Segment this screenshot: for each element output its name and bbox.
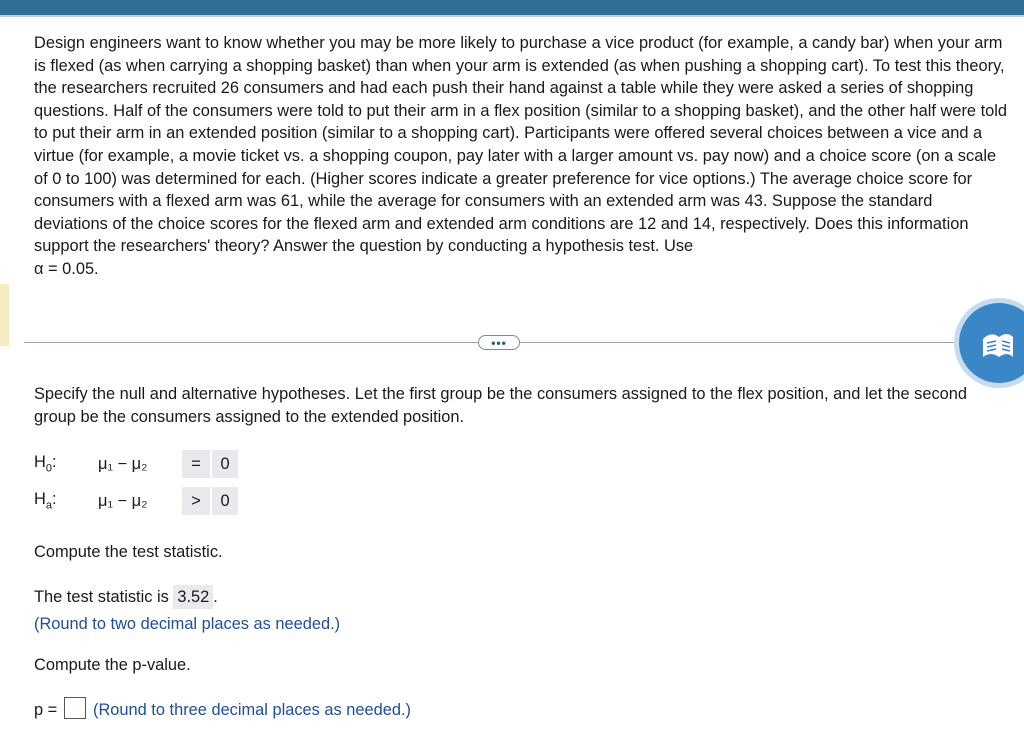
more-dots: ••• bbox=[491, 335, 507, 350]
null-parameter: μ₁ − μ₂ bbox=[98, 454, 148, 473]
p-value-prompt: Compute the p-value. bbox=[34, 656, 191, 674]
problem-text: Design engineers want to know whether you may be more likely to purchase a vice product (for example, a candy bar) when your arm is flexed (as when carrying a shopping basket) than when your arm is extended (as when pushing a shopping cart). To test this theory, the researchers recruited 26 consumers and had each push their hand against a table while they were asked a series of shopping questions. Half of the consumers were told to put their arm in a flex position (similar to a shopping basket), and the other half were told to put their arm in an extended position (similar to a shopping cart). Participants were offered several choices between a vice and a virtue (for example, a movie ticket vs. a shopping coupon, pay later with a larger amount vs. pay now) and a choice score (on a scale of 0 to 100) was determined for each. (Higher scores indicate a greater preference for vice options.) The average choice score for consumers with a flexed arm was 61, while the average for consumers with an extended arm was 43. Suppose the standard deviations of the choice scores for the flexed arm and extended arm conditions are 12 and 14, respectively. Does this information support the researchers' theory? Answer the question by conducting a hypothesis test. Use bbox=[34, 34, 1008, 256]
test-stat-answer[interactable]: 3.52 bbox=[173, 585, 213, 609]
test-stat-prefix: The test statistic is bbox=[34, 588, 169, 606]
null-hypothesis-label: $H_0$: bbox=[34, 453, 57, 475]
alpha-level: α = 0.05. bbox=[34, 259, 99, 278]
alt-hypothesis-row bbox=[34, 487, 238, 515]
help-book-icon bbox=[977, 327, 1017, 363]
show-more-button[interactable] bbox=[478, 335, 520, 350]
p-value-label: p = bbox=[34, 701, 58, 719]
top-header-bar bbox=[0, 0, 1024, 15]
test-stat-hint: (Round to two decimal places as needed.) bbox=[34, 615, 341, 633]
alt-value-input[interactable]: 0 bbox=[212, 487, 238, 515]
null-hypothesis-row bbox=[34, 450, 238, 478]
test-stat-suffix: . bbox=[213, 588, 218, 606]
problem-statement bbox=[34, 32, 1009, 281]
hypothesis-instructions: Specify the null and alternative hypotheses. Let the first group be the consumers assigned to the flex position, and let the second group be the consumers assigned to the extended position. bbox=[34, 385, 968, 426]
test-stat-prompt: Compute the test statistic. bbox=[34, 543, 223, 561]
null-operator-select[interactable]: = bbox=[182, 450, 210, 478]
test-stat-line bbox=[34, 588, 218, 607]
null-value-input[interactable]: 0 bbox=[212, 450, 238, 478]
p-value-hint: (Round to three decimal places as needed.) bbox=[93, 701, 411, 719]
header-edge bbox=[0, 15, 1024, 17]
side-tab-marker bbox=[0, 284, 9, 346]
help-me-solve-button[interactable] bbox=[954, 298, 1024, 388]
alt-operator-select[interactable]: > bbox=[182, 487, 210, 515]
alt-parameter: μ₁ − μ₂ bbox=[98, 491, 148, 510]
alt-hypothesis-label: $H_a$: bbox=[34, 490, 57, 512]
p-value-input[interactable] bbox=[64, 697, 86, 719]
